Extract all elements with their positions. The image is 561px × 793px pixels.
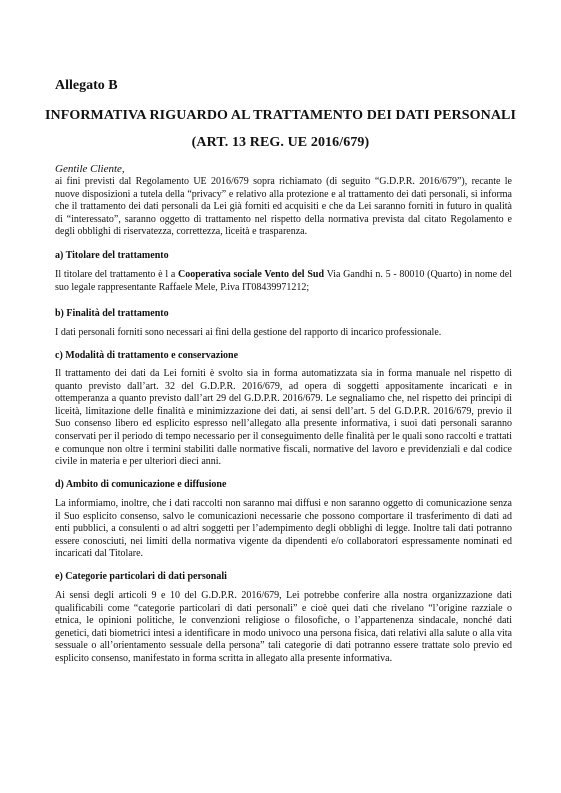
titolare-company-name: Cooperativa sociale Vento del Sud <box>178 269 325 280</box>
titolare-text-after: Via Gandhi n. 5 - 80010 (Quarto) in nome del suo legale rappresentante Raffaele Mele, P.iva IT08439971212; <box>55 269 512 293</box>
titolare-text-before: Il titolare del trattamento è l a <box>55 269 179 280</box>
section-text-modalita: Il trattamento dei dati da Lei forniti è svolto sia in forma automatizzata sia in forma manuale nel rispetto di quanto previsto dall’art. 32 del G.D.P.R. 2016/679, ad opera di soggetti appositamente incaricati e in ottemperanza a quanto previsto dall’art 29 del G.D.P.R. 2016/679. Le segnaliamo che, nel rispetto dei principi di liceità, limitazione delle finalità e minimizzazione dei dati, ai sensi dell’art. 5 del G.D.P.R. 2016/679, previo il Suo consenso libero ed esplicito espresso nell’allegato alla presente informativa, i suoi dati personali saranno conservati per il periodo di tempo necessario per il conseguimento delle finalità per le quali sono raccolti e trattati e comunque non oltre i termini stabiliti dalle normative fiscali, normative del lavoro e previdenziali e dal codice civile in materia e per ulteriori dieci anni. <box>55 368 512 468</box>
section-text-comunicazione: La informiamo, inoltre, che i dati raccolti non saranno mai diffusi e non saranno oggetto di comunicazione senza il Suo esplicito consenso, salvo le comunicazioni necessarie che possono comportare il trasferimento di dati ad enti pubblici, a consulenti o ad altri soggetti per l’adempimento degli obblighi di legge. Inoltre tali dati potranno essere conosciuti, nei limiti della normativa vigente da dipendenti e/o collaboratori espressamente nominati ed incaricati dal Titolare. <box>55 498 512 560</box>
section-heading-modalita: c) Modalità di trattamento e conservazione <box>55 350 239 361</box>
document-subtitle: (ART. 13 REG. UE 2016/679) <box>191 135 370 150</box>
document-title: INFORMATIVA RIGUARDO AL TRATTAMENTO DEI DATI PERSONALI <box>44 108 517 123</box>
section-text-finalita: I dati personali forniti sono necessari ai fini della gestione del rapporto di incarico professionale. <box>55 327 442 338</box>
section-heading-comunicazione: d) Ambito di comunicazione e diffusione <box>55 479 227 490</box>
section-heading-titolare: a) Titolare del trattamento <box>55 250 169 261</box>
section-text-titolare <box>55 269 512 294</box>
section-heading-categorie: e) Categorie particolari di dati personali <box>55 571 227 582</box>
annex-label: Allegato B <box>55 78 118 93</box>
intro-paragraph: ai fini previsti dal Regolamento UE 2016/679 sopra richiamato (di seguito “G.D.P.R. 2016/679”), recante le nuove disposizioni a tutela della “privacy” e relativo alla protezione e al trattamento dei dati personali, si informa che il trattamento dei dati personali da Lei già forniti ed acquisiti e che da Lei saranno forniti in futuro in qualità di “interessato”, saranno oggetto di trattamento nel rispetto della normativa prevista dal citato Regolamento e degli obblighi di riservatezza, correttezza, liceità e trasparenza. <box>55 176 512 238</box>
section-text-categorie: Ai sensi degli articoli 9 e 10 del G.D.P.R. 2016/679, Lei potrebbe conferire alla nostra organizzazione dati qualificabili come “categorie particolari di dati personali” e cioè quei dati che rivelano “l’origine razziale o etnica, le opinioni politiche, le convenzioni religiose o filosofiche, o l’appartenenza sindacale, nonché dati genetici, dati biometrici intesi a identificare in modo univoco una persona fisica, dati relativi alla salute o alla vita sessuale o all’orientamento sessuale della persona” tali categorie di dati potranno essere trattate solo previo ed esplicito consenso, manifestato in forma scritta in allegato alla presente informativa. <box>55 590 512 664</box>
greeting: Gentile Cliente, <box>55 163 125 175</box>
section-heading-finalita: b) Finalità del trattamento <box>55 308 169 319</box>
